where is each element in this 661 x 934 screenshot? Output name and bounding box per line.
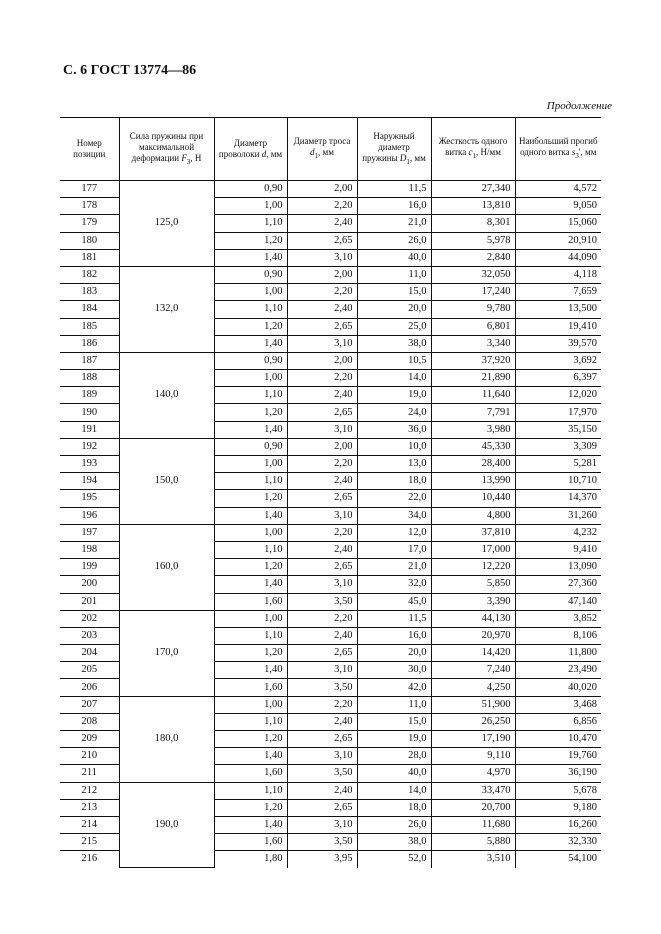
stiffness-cell: 4,800 (431, 507, 515, 524)
position-cell: 209 (60, 731, 119, 748)
rope-diameter-cell: 2,65 (287, 559, 357, 576)
table-row (60, 266, 601, 283)
stiffness-cell: 3,510 (431, 851, 515, 868)
position-cell: 210 (60, 748, 119, 765)
position-cell: 203 (60, 627, 119, 644)
wire-diameter-cell: 1,40 (214, 507, 287, 524)
outer-diameter-cell: 16,0 (357, 627, 431, 644)
position-cell: 204 (60, 645, 119, 662)
stiffness-cell: 21,890 (431, 370, 515, 387)
stiffness-cell: 7,791 (431, 404, 515, 421)
rope-diameter-cell: 3,50 (287, 765, 357, 782)
outer-diameter-cell: 21,0 (357, 215, 431, 232)
outer-diameter-cell: 26,0 (357, 232, 431, 249)
stiffness-cell: 4,970 (431, 765, 515, 782)
table-row (60, 524, 601, 541)
position-cell: 212 (60, 782, 119, 799)
position-cell: 184 (60, 301, 119, 318)
position-cell: 193 (60, 456, 119, 473)
rope-diameter-cell: 3,10 (287, 421, 357, 438)
header-symbol: F (181, 152, 187, 163)
outer-diameter-cell: 38,0 (357, 834, 431, 851)
header-symbol: d (261, 149, 267, 159)
outer-diameter-cell: 40,0 (357, 765, 431, 782)
rope-diameter-cell: 3,10 (287, 748, 357, 765)
rope-diameter-cell: 3,10 (287, 816, 357, 833)
wire-diameter-cell: 0,90 (214, 352, 287, 369)
rope-diameter-cell: 2,40 (287, 782, 357, 799)
position-cell: 198 (60, 541, 119, 558)
deflection-cell: 54,100 (515, 851, 601, 868)
outer-diameter-cell: 42,0 (357, 679, 431, 696)
stiffness-cell: 32,050 (431, 266, 515, 283)
outer-diameter-cell: 18,0 (357, 799, 431, 816)
stiffness-cell: 11,640 (431, 387, 515, 404)
rope-diameter-cell: 3,10 (287, 576, 357, 593)
header-force (119, 118, 214, 181)
rope-diameter-cell: 2,20 (287, 370, 357, 387)
rope-diameter-cell: 2,00 (287, 438, 357, 455)
stiffness-cell: 13,810 (431, 198, 515, 215)
deflection-cell: 15,060 (515, 215, 601, 232)
stiffness-cell: 17,000 (431, 541, 515, 558)
wire-diameter-cell: 1,10 (214, 473, 287, 490)
rope-diameter-cell: 2,65 (287, 731, 357, 748)
rope-diameter-cell: 2,40 (287, 387, 357, 404)
outer-diameter-cell: 16,0 (357, 198, 431, 215)
deflection-cell: 47,140 (515, 593, 601, 610)
rope-diameter-cell: 2,20 (287, 456, 357, 473)
wire-diameter-cell: 1,40 (214, 748, 287, 765)
rope-diameter-cell: 2,65 (287, 318, 357, 335)
position-cell: 187 (60, 352, 119, 369)
outer-diameter-cell: 22,0 (357, 490, 431, 507)
position-cell: 206 (60, 679, 119, 696)
outer-diameter-cell: 13,0 (357, 456, 431, 473)
stiffness-cell: 27,340 (431, 181, 515, 198)
stiffness-cell: 44,130 (431, 610, 515, 627)
table-row (60, 181, 601, 198)
stiffness-cell: 7,240 (431, 662, 515, 679)
rope-diameter-cell: 2,00 (287, 181, 357, 198)
header-subscript: 3 (575, 151, 579, 160)
stiffness-cell: 5,880 (431, 834, 515, 851)
outer-diameter-cell: 25,0 (357, 318, 431, 335)
header-unit: , мм (318, 147, 334, 158)
deflection-cell: 40,020 (515, 679, 601, 696)
force-cell: 170,0 (119, 610, 214, 696)
outer-diameter-cell: 11,5 (357, 181, 431, 198)
wire-diameter-cell: 1,00 (214, 610, 287, 627)
wire-diameter-cell: 1,20 (214, 232, 287, 249)
header-text: Жесткость одного витка (438, 136, 508, 158)
wire-diameter-cell: 1,40 (214, 249, 287, 266)
rope-diameter-cell: 3,50 (287, 593, 357, 610)
deflection-cell: 3,692 (515, 352, 601, 369)
wire-diameter-cell: 1,20 (214, 318, 287, 335)
deflection-cell: 10,710 (515, 473, 601, 490)
stiffness-cell: 3,980 (431, 421, 515, 438)
stiffness-cell: 51,900 (431, 696, 515, 713)
deflection-cell: 6,397 (515, 370, 601, 387)
rope-diameter-cell: 2,20 (287, 524, 357, 541)
rope-diameter-cell: 2,00 (287, 352, 357, 369)
rope-diameter-cell: 3,10 (287, 335, 357, 352)
stiffness-cell: 5,978 (431, 232, 515, 249)
deflection-cell: 19,410 (515, 318, 601, 335)
header-text: Диаметр троса (293, 136, 351, 147)
position-cell: 196 (60, 507, 119, 524)
rope-diameter-cell: 3,10 (287, 662, 357, 679)
position-cell: 213 (60, 799, 119, 816)
wire-diameter-cell: 0,90 (214, 181, 287, 198)
wire-diameter-cell: 1,00 (214, 198, 287, 215)
header-unit: , Н/мм (476, 147, 501, 158)
position-cell: 199 (60, 559, 119, 576)
deflection-cell: 3,468 (515, 696, 601, 713)
page-header: С. 6 ГОСТ 13774—86 (63, 63, 197, 78)
position-cell: 183 (60, 284, 119, 301)
header-symbol: d (310, 147, 315, 158)
outer-diameter-cell: 14,0 (357, 370, 431, 387)
wire-diameter-cell: 1,20 (214, 799, 287, 816)
stiffness-cell: 37,810 (431, 524, 515, 541)
position-cell: 194 (60, 473, 119, 490)
header-subscript: 1 (314, 151, 319, 160)
header-text: Наибольший прогиб одного витка (518, 136, 598, 158)
stiffness-cell: 2,840 (431, 249, 515, 266)
wire-diameter-cell: 1,00 (214, 284, 287, 301)
position-cell: 202 (60, 610, 119, 627)
wire-diameter-cell: 1,10 (214, 301, 287, 318)
outer-diameter-cell: 19,0 (357, 731, 431, 748)
outer-diameter-cell: 36,0 (357, 421, 431, 438)
rope-diameter-cell: 2,20 (287, 610, 357, 627)
deflection-cell: 4,232 (515, 524, 601, 541)
position-cell: 207 (60, 696, 119, 713)
header-unit: ', мм (578, 147, 597, 158)
wire-diameter-cell: 1,20 (214, 559, 287, 576)
stiffness-cell: 8,301 (431, 215, 515, 232)
stiffness-cell: 5,850 (431, 576, 515, 593)
outer-diameter-cell: 24,0 (357, 404, 431, 421)
force-cell: 190,0 (119, 782, 214, 867)
force-cell: 125,0 (119, 181, 214, 267)
table-row (60, 782, 601, 799)
wire-diameter-cell: 0,90 (214, 266, 287, 283)
header-text: Сила пружины при максимальной деформации (129, 130, 204, 163)
wire-diameter-cell: 0,90 (214, 438, 287, 455)
deflection-cell: 3,852 (515, 610, 601, 627)
deflection-cell: 44,090 (515, 249, 601, 266)
position-cell: 178 (60, 198, 119, 215)
position-cell: 192 (60, 438, 119, 455)
position-cell: 190 (60, 404, 119, 421)
outer-diameter-cell: 30,0 (357, 662, 431, 679)
wire-diameter-cell: 1,10 (214, 215, 287, 232)
force-cell: 180,0 (119, 696, 214, 782)
outer-diameter-cell: 34,0 (357, 507, 431, 524)
stiffness-cell: 13,990 (431, 473, 515, 490)
position-cell: 215 (60, 834, 119, 851)
header-deflection (515, 118, 601, 181)
wire-diameter-cell: 1,60 (214, 765, 287, 782)
stiffness-cell: 10,440 (431, 490, 515, 507)
wire-diameter-cell: 1,00 (214, 456, 287, 473)
rope-diameter-cell: 3,10 (287, 507, 357, 524)
table-body (60, 181, 601, 868)
position-cell: 214 (60, 816, 119, 833)
deflection-cell: 6,856 (515, 713, 601, 730)
deflection-cell: 8,106 (515, 627, 601, 644)
header-wire-diameter (214, 118, 287, 181)
position-cell: 188 (60, 370, 119, 387)
stiffness-cell: 11,680 (431, 816, 515, 833)
stiffness-cell: 17,190 (431, 731, 515, 748)
outer-diameter-cell: 38,0 (357, 335, 431, 352)
header-text: Номер позиции (73, 138, 106, 159)
deflection-cell: 10,470 (515, 731, 601, 748)
deflection-cell: 35,150 (515, 421, 601, 438)
rope-diameter-cell: 3,50 (287, 679, 357, 696)
wire-diameter-cell: 1,00 (214, 524, 287, 541)
rope-diameter-cell: 2,65 (287, 404, 357, 421)
outer-diameter-cell: 28,0 (357, 748, 431, 765)
header-unit: , мм (266, 149, 283, 159)
table-row (60, 352, 601, 369)
rope-diameter-cell: 3,50 (287, 834, 357, 851)
position-cell: 208 (60, 713, 119, 730)
stiffness-cell: 26,250 (431, 713, 515, 730)
outer-diameter-cell: 11,0 (357, 696, 431, 713)
deflection-cell: 11,800 (515, 645, 601, 662)
deflection-cell: 4,572 (515, 181, 601, 198)
wire-diameter-cell: 1,00 (214, 370, 287, 387)
stiffness-cell: 45,330 (431, 438, 515, 455)
position-cell: 185 (60, 318, 119, 335)
header-subscript: 1 (406, 157, 410, 166)
header-symbol: s (571, 147, 576, 158)
rope-diameter-cell: 2,20 (287, 696, 357, 713)
position-cell: 216 (60, 851, 119, 868)
outer-diameter-cell: 26,0 (357, 816, 431, 833)
outer-diameter-cell: 14,0 (357, 782, 431, 799)
stiffness-cell: 3,340 (431, 335, 515, 352)
outer-diameter-cell: 11,0 (357, 266, 431, 283)
rope-diameter-cell: 2,40 (287, 215, 357, 232)
rope-diameter-cell: 2,65 (287, 232, 357, 249)
position-cell: 205 (60, 662, 119, 679)
rope-diameter-cell: 2,20 (287, 284, 357, 301)
outer-diameter-cell: 17,0 (357, 541, 431, 558)
force-cell: 160,0 (119, 524, 214, 610)
deflection-cell: 19,760 (515, 748, 601, 765)
header-text: Диаметр проволоки (218, 138, 268, 159)
deflection-cell: 39,570 (515, 335, 601, 352)
wire-diameter-cell: 1,40 (214, 662, 287, 679)
outer-diameter-cell: 15,0 (357, 713, 431, 730)
rope-diameter-cell: 2,65 (287, 645, 357, 662)
deflection-cell: 31,260 (515, 507, 601, 524)
table-row (60, 610, 601, 627)
spring-spec-table (60, 117, 601, 868)
wire-diameter-cell: 1,00 (214, 696, 287, 713)
continuation-label: Продолжение (546, 100, 612, 112)
position-cell: 181 (60, 249, 119, 266)
rope-diameter-cell: 3,10 (287, 249, 357, 266)
header-position (60, 118, 119, 181)
stiffness-cell: 3,390 (431, 593, 515, 610)
wire-diameter-cell: 1,10 (214, 713, 287, 730)
position-cell: 191 (60, 421, 119, 438)
stiffness-cell: 14,420 (431, 645, 515, 662)
header-rope-diameter (287, 118, 357, 181)
stiffness-cell: 33,470 (431, 782, 515, 799)
deflection-cell: 9,050 (515, 198, 601, 215)
table-row (60, 696, 601, 713)
stiffness-cell: 6,801 (431, 318, 515, 335)
force-cell: 150,0 (119, 438, 214, 524)
table-row (60, 438, 601, 455)
wire-diameter-cell: 1,20 (214, 731, 287, 748)
position-cell: 195 (60, 490, 119, 507)
rope-diameter-cell: 2,00 (287, 266, 357, 283)
rope-diameter-cell: 2,40 (287, 473, 357, 490)
rope-diameter-cell: 2,65 (287, 799, 357, 816)
header-outer-diameter (357, 118, 431, 181)
deflection-cell: 17,970 (515, 404, 601, 421)
position-cell: 182 (60, 266, 119, 283)
deflection-cell: 27,360 (515, 576, 601, 593)
stiffness-cell: 17,240 (431, 284, 515, 301)
deflection-cell: 9,410 (515, 541, 601, 558)
outer-diameter-cell: 18,0 (357, 473, 431, 490)
position-cell: 189 (60, 387, 119, 404)
outer-diameter-cell: 21,0 (357, 559, 431, 576)
table-header-row (60, 118, 601, 181)
deflection-cell: 3,309 (515, 438, 601, 455)
deflection-cell: 4,118 (515, 266, 601, 283)
wire-diameter-cell: 1,40 (214, 335, 287, 352)
deflection-cell: 12,020 (515, 387, 601, 404)
position-cell: 200 (60, 576, 119, 593)
deflection-cell: 13,500 (515, 301, 601, 318)
header-text: Наружный диаметр пружины (362, 130, 415, 163)
stiffness-cell: 9,110 (431, 748, 515, 765)
position-cell: 211 (60, 765, 119, 782)
stiffness-cell: 12,220 (431, 559, 515, 576)
deflection-cell: 23,490 (515, 662, 601, 679)
stiffness-cell: 9,780 (431, 301, 515, 318)
header-symbol: c (468, 147, 473, 158)
wire-diameter-cell: 1,10 (214, 541, 287, 558)
header-stiffness (431, 118, 515, 181)
outer-diameter-cell: 40,0 (357, 249, 431, 266)
outer-diameter-cell: 10,5 (357, 352, 431, 369)
outer-diameter-cell: 20,0 (357, 301, 431, 318)
wire-diameter-cell: 1,80 (214, 851, 287, 868)
rope-diameter-cell: 3,95 (287, 851, 357, 868)
outer-diameter-cell: 52,0 (357, 851, 431, 868)
stiffness-cell: 20,700 (431, 799, 515, 816)
wire-diameter-cell: 1,60 (214, 679, 287, 696)
rope-diameter-cell: 2,40 (287, 713, 357, 730)
stiffness-cell: 4,250 (431, 679, 515, 696)
outer-diameter-cell: 20,0 (357, 645, 431, 662)
stiffness-cell: 28,400 (431, 456, 515, 473)
force-cell: 132,0 (119, 266, 214, 352)
deflection-cell: 13,090 (515, 559, 601, 576)
rope-diameter-cell: 2,40 (287, 301, 357, 318)
wire-diameter-cell: 1,40 (214, 816, 287, 833)
wire-diameter-cell: 1,20 (214, 490, 287, 507)
header-symbol: D (399, 152, 407, 163)
deflection-cell: 9,180 (515, 799, 601, 816)
outer-diameter-cell: 45,0 (357, 593, 431, 610)
wire-diameter-cell: 1,10 (214, 387, 287, 404)
deflection-cell: 36,190 (515, 765, 601, 782)
force-cell: 140,0 (119, 352, 214, 438)
outer-diameter-cell: 10,0 (357, 438, 431, 455)
rope-diameter-cell: 2,40 (287, 541, 357, 558)
header-subscript: 3 (186, 157, 191, 166)
wire-diameter-cell: 1,60 (214, 834, 287, 851)
deflection-cell: 5,281 (515, 456, 601, 473)
wire-diameter-cell: 1,20 (214, 404, 287, 421)
outer-diameter-cell: 19,0 (357, 387, 431, 404)
header-subscript: 1 (472, 151, 477, 160)
wire-diameter-cell: 1,10 (214, 627, 287, 644)
wire-diameter-cell: 1,10 (214, 782, 287, 799)
deflection-cell: 16,260 (515, 816, 601, 833)
position-cell: 177 (60, 181, 119, 198)
outer-diameter-cell: 12,0 (357, 524, 431, 541)
position-cell: 186 (60, 335, 119, 352)
deflection-cell: 32,330 (515, 834, 601, 851)
stiffness-cell: 20,970 (431, 627, 515, 644)
header-unit: , Н (190, 152, 202, 163)
wire-diameter-cell: 1,60 (214, 593, 287, 610)
wire-diameter-cell: 1,20 (214, 645, 287, 662)
deflection-cell: 5,678 (515, 782, 601, 799)
position-cell: 179 (60, 215, 119, 232)
deflection-cell: 14,370 (515, 490, 601, 507)
outer-diameter-cell: 32,0 (357, 576, 431, 593)
stiffness-cell: 37,920 (431, 352, 515, 369)
rope-diameter-cell: 2,20 (287, 198, 357, 215)
rope-diameter-cell: 2,65 (287, 490, 357, 507)
position-cell: 180 (60, 232, 119, 249)
rope-diameter-cell: 2,40 (287, 627, 357, 644)
wire-diameter-cell: 1,40 (214, 421, 287, 438)
deflection-cell: 20,910 (515, 232, 601, 249)
position-cell: 201 (60, 593, 119, 610)
position-cell: 197 (60, 524, 119, 541)
outer-diameter-cell: 11,5 (357, 610, 431, 627)
wire-diameter-cell: 1,40 (214, 576, 287, 593)
deflection-cell: 7,659 (515, 284, 601, 301)
outer-diameter-cell: 15,0 (357, 284, 431, 301)
header-unit: , мм (409, 152, 426, 163)
